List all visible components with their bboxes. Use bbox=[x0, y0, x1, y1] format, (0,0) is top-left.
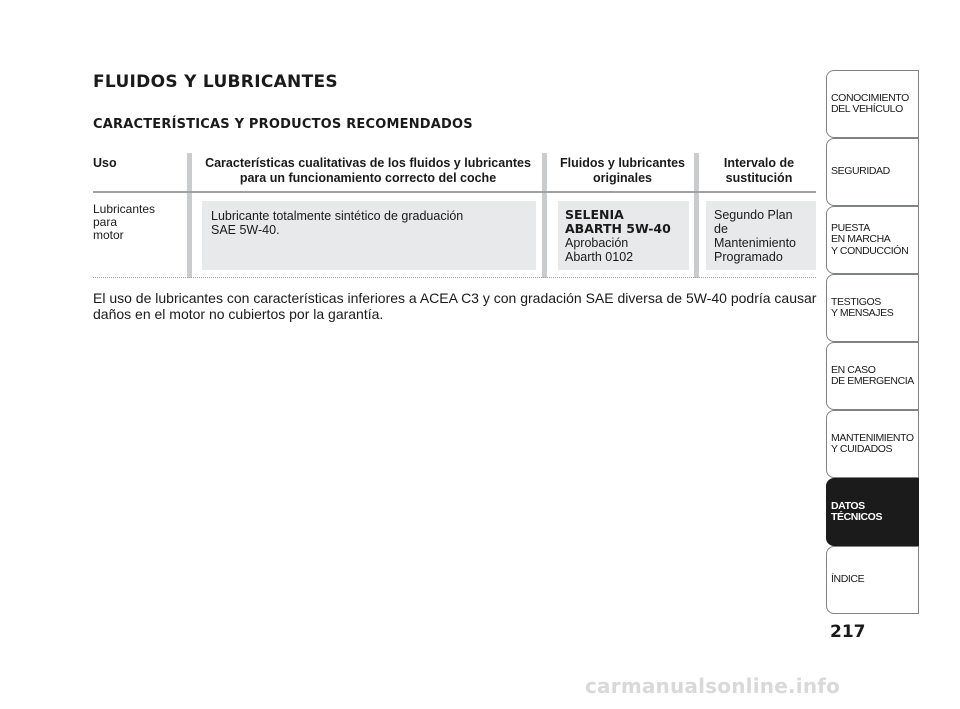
tab-datos-tecnicos[interactable]: DATOS TÉCNICOS bbox=[826, 478, 919, 546]
cell-caracteristicas: Lubricante totalmente sintético de graduación SAE 5W-40. bbox=[202, 201, 536, 270]
column-divider bbox=[542, 153, 547, 278]
table-bottom-rule bbox=[93, 277, 816, 278]
header-fluidos: Fluidos y lubricantes originales bbox=[559, 156, 686, 185]
watermark: carmanualsonline.info bbox=[585, 674, 841, 698]
fluid-approval: Aprobación Abarth 0102 bbox=[565, 236, 634, 264]
tab-mantenimiento[interactable]: MANTENIMIENTO Y CUIDADOS bbox=[826, 410, 919, 478]
header-caracteristicas: Características cualitativas de los fluidos y lubricantes para un funcionamiento correcto del coche bbox=[205, 156, 531, 185]
page-title: FLUIDOS Y LUBRICANTES bbox=[93, 72, 338, 92]
fluid-product-name: SELENIA ABARTH 5W-40 bbox=[565, 207, 671, 236]
header-intervalo: Intervalo de sustitución bbox=[723, 156, 795, 185]
tab-testigos[interactable]: TESTIGOS Y MENSAJES bbox=[826, 274, 919, 342]
header-uso: Uso bbox=[93, 156, 117, 170]
side-tab-nav bbox=[826, 70, 919, 614]
warning-note: El uso de lubricantes con características inferiores a ACEA C3 y con gradación SAE diversa de 5W-40 podría causar daños en el motor no cubiertos por la garantía. bbox=[93, 290, 817, 322]
tab-emergencia[interactable]: EN CASO DE EMERGENCIA bbox=[826, 342, 919, 410]
header-rule bbox=[93, 191, 816, 193]
column-divider bbox=[694, 153, 699, 278]
page-number: 217 bbox=[830, 622, 866, 642]
tab-indice[interactable]: ÍNDICE bbox=[826, 546, 919, 614]
cell-intervalo: Segundo Plan de Mantenimiento Programado bbox=[706, 201, 816, 270]
tab-puesta-en-marcha[interactable]: PUESTA EN MARCHA Y CONDUCCIÓN bbox=[826, 206, 919, 274]
cell-uso: Lubricantes para motor bbox=[93, 202, 156, 242]
column-divider bbox=[187, 153, 192, 278]
tab-seguridad[interactable]: SEGURIDAD bbox=[826, 138, 919, 206]
tab-conocimiento[interactable]: CONOCIMIENTO DEL VEHÍCULO bbox=[826, 70, 919, 138]
section-subtitle: CARACTERÍSTICAS Y PRODUCTOS RECOMENDADOS bbox=[93, 117, 473, 132]
cell-fluidos bbox=[558, 201, 689, 270]
